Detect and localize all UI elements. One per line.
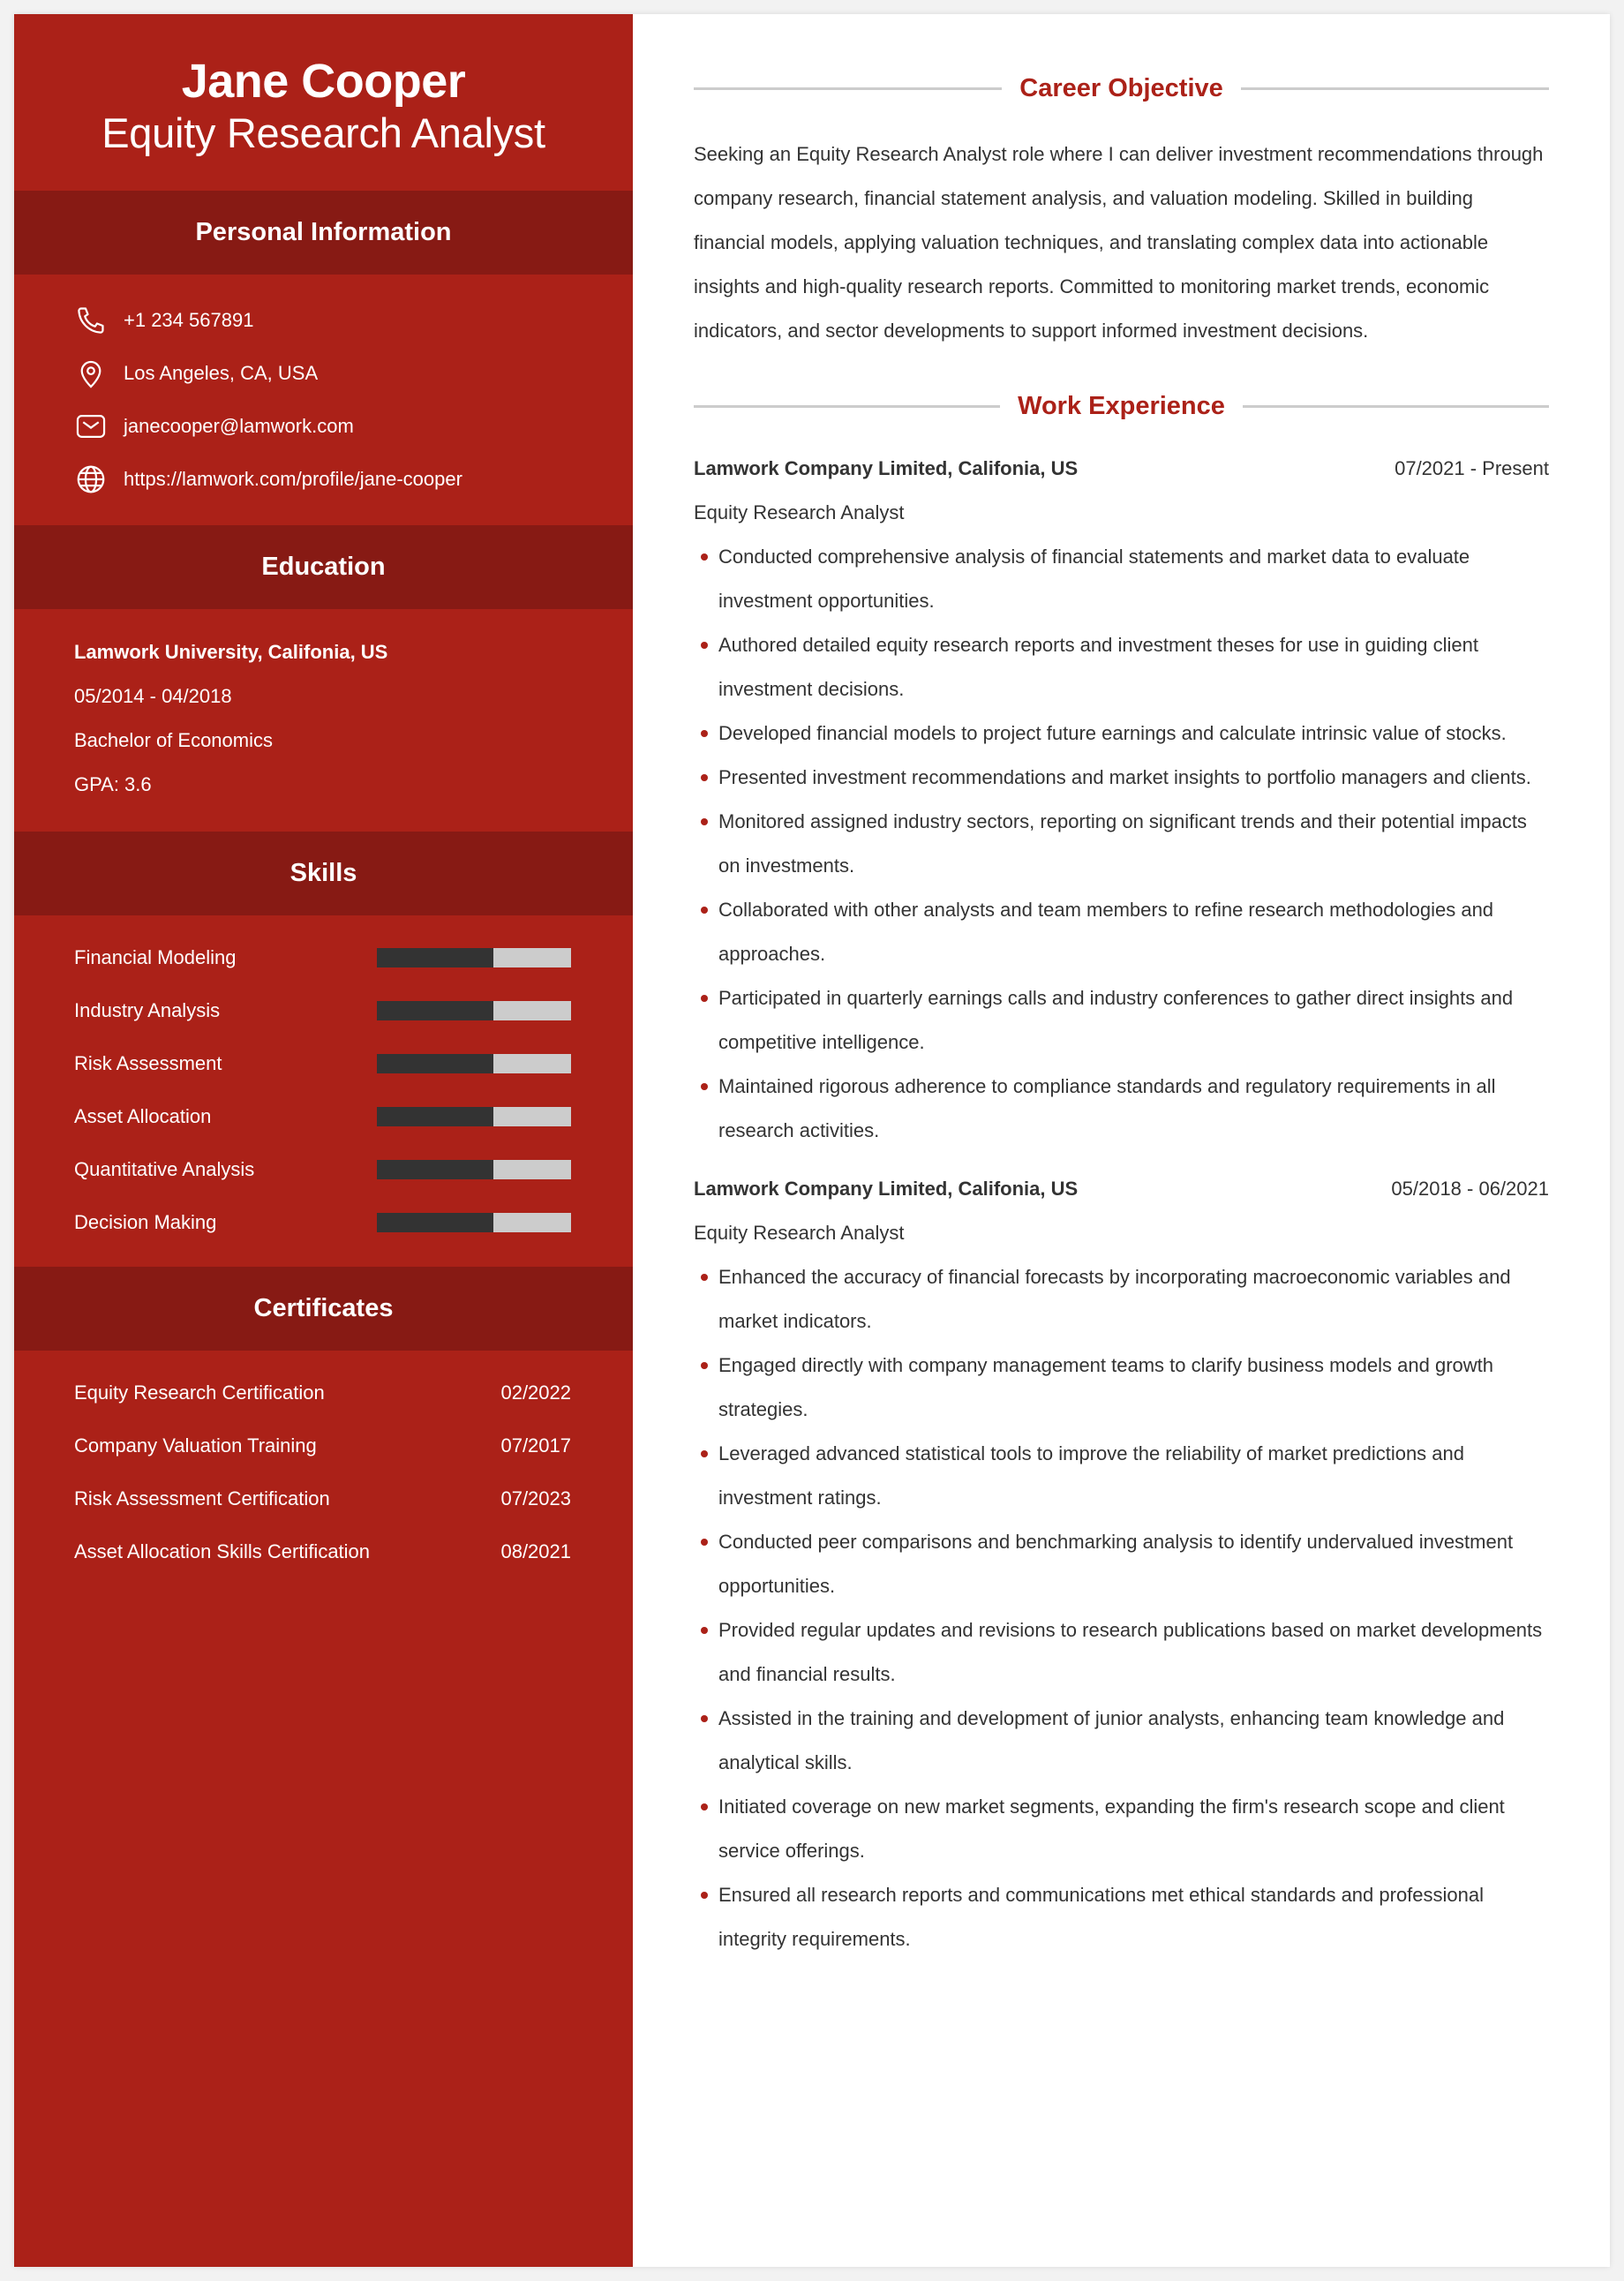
skill-row [74,1143,571,1196]
certificate-date: 07/2023 [500,1487,571,1509]
bullet-dot-icon [701,1083,708,1090]
website-link[interactable]: https://lamwork.com/profile/jane-cooper [124,468,462,490]
job-bullet-text: Participated in quarterly earnings calls and industry conferences to gather direct insights and competitive intelligence. [718,987,1514,1053]
bullet-dot-icon [701,1362,708,1369]
skill-level-bar [377,1107,571,1126]
career-objective-heading [694,62,1549,115]
skill-row [74,1090,571,1143]
phone-icon [74,304,108,337]
bullet-dot-icon [701,995,708,1002]
education-section [14,609,633,832]
job-bullets [694,1255,1549,1961]
bullet-dot-icon [701,774,708,781]
contact-email [74,400,571,453]
job-entry [694,1167,1549,1961]
bullet-dot-icon [701,642,708,649]
job-bullet-text: Ensured all research reports and communications met ethical standards and professional integrity requirements. [718,1884,1485,1950]
contact-list [14,275,633,525]
job-bullet [694,535,1549,623]
job-company: Lamwork Company Limited, Califonia, US [694,457,1079,479]
job-bullet-text: Presented investment recommendations and market insights to portfolio managers and clients. [718,766,1531,788]
job-bullet [694,976,1549,1065]
certificate-row [74,1419,571,1472]
heading-rule-left [694,87,1002,90]
bullet-dot-icon [701,730,708,737]
job-bullet-text: Enhanced the accuracy of financial forecasts by incorporating macroeconomic variables and market indicators. [718,1266,1511,1332]
certificate-name: Equity Research Certification [74,1381,325,1404]
bullet-dot-icon [701,1539,708,1546]
work-experience-heading [694,380,1549,433]
certificate-row [74,1366,571,1419]
candidate-name: Jane Cooper [181,55,466,108]
heading-rule-left [694,405,1000,408]
job-bullet-text: Assisted in the training and development of junior analysts, enhancing team knowledge and analytical skills. [718,1707,1505,1773]
education-dates: 05/2014 - 04/2018 [74,685,232,707]
bullet-dot-icon [701,1627,708,1634]
education-gpa: GPA: 3.6 [74,773,152,795]
jobs-list [694,447,1549,1961]
job-bullet [694,1432,1549,1520]
certificate-name: Asset Allocation Skills Certification [74,1540,371,1562]
location-text: Los Angeles, CA, USA [124,362,319,384]
skill-name: Industry Analysis [74,999,221,1021]
certificate-date: 08/2021 [500,1540,571,1562]
work-experience-title: Work Experience [1018,391,1225,420]
sidebar [14,14,633,2267]
personal-info-heading: Personal Information [14,191,633,275]
location-pin-icon [74,357,108,390]
bullet-dot-icon [701,1892,708,1899]
job-bullet [694,623,1549,711]
skill-level-fill [377,1054,493,1073]
certificates-list [14,1351,633,1578]
skill-row [74,1037,571,1090]
certificate-name: Company Valuation Training [74,1434,317,1457]
bullet-dot-icon [701,553,708,561]
job-bullet-text: Authored detailed equity research reports and investment theses for use in guiding client investment decisions. [718,634,1478,700]
job-dates: 05/2018 - 06/2021 [1391,1178,1549,1200]
bullet-dot-icon [701,1715,708,1722]
contact-website [74,453,571,506]
job-bullet [694,1785,1549,1873]
skills-list [14,915,633,1267]
job-bullet-text: Developed financial models to project future earnings and calculate intrinsic value of stocks. [718,722,1507,744]
job-bullet [694,1344,1549,1432]
resume-page [14,14,1610,2267]
candidate-title: Equity Research Analyst [102,109,545,156]
skill-name: Quantitative Analysis [74,1158,255,1180]
job-bullet [694,800,1549,888]
career-objective-text: Seeking an Equity Research Analyst role where I can deliver investment recommendations through company research, financial statement analysis, and valuation modeling. Skilled in building financial models, applying valuation techniques, and translating complex data into actionable insights and high-quality research reports. Committed to monitoring market trends, economic indicators, and sector developments to support informed investment decisions. [694,143,1544,342]
job-entry [694,447,1549,1153]
heading-rule-right [1241,87,1549,90]
job-bullet [694,1255,1549,1344]
job-bullet [694,1873,1549,1961]
bullet-dot-icon [701,1450,708,1457]
job-bullet [694,1065,1549,1153]
certificate-date: 07/2017 [500,1434,571,1457]
skill-name: Risk Assessment [74,1052,222,1074]
skill-level-bar [377,1160,571,1179]
skill-name: Financial Modeling [74,946,237,968]
skill-level-bar [377,1213,571,1232]
job-bullet-text: Initiated coverage on new market segments, expanding the firm's research scope and client service offerings. [718,1795,1505,1862]
skill-level-fill [377,1107,493,1126]
bullet-dot-icon [701,1803,708,1810]
phone-text: +1 234 567891 [124,309,254,331]
main-content [633,14,1610,2267]
job-bullet-text: Monitored assigned industry sectors, reporting on significant trends and their potential impacts on investments. [718,810,1527,877]
skill-row [74,931,571,984]
skill-level-fill [377,1160,493,1179]
certificate-name: Risk Assessment Certification [74,1487,330,1509]
job-bullet-text: Conducted peer comparisons and benchmarking analysis to identify undervalued investment opportunities. [718,1531,1514,1597]
email-icon [74,410,108,443]
skill-name: Asset Allocation [74,1105,212,1127]
job-bullet-text: Conducted comprehensive analysis of financial statements and market data to evaluate investment opportunities. [718,546,1470,612]
bullet-dot-icon [701,1274,708,1281]
skill-level-fill [377,948,493,967]
job-bullet-text: Leveraged advanced statistical tools to improve the reliability of market predictions and investment ratings. [718,1442,1465,1509]
education-school: Lamwork University, Califonia, US [74,641,388,663]
skill-level-fill [377,1213,493,1232]
certificates-heading: Certificates [14,1267,633,1351]
job-bullet [694,1520,1549,1608]
skills-heading: Skills [14,832,633,915]
skill-name: Decision Making [74,1211,217,1233]
job-role: Equity Research Analyst [694,1222,905,1244]
education-degree: Bachelor of Economics [74,729,273,751]
education-heading: Education [14,525,633,609]
certificate-row [74,1472,571,1525]
job-company: Lamwork Company Limited, Califonia, US [694,1178,1079,1200]
job-bullet-text: Engaged directly with company management teams to clarify business models and growth strategies. [718,1354,1494,1420]
heading-rule-right [1243,405,1549,408]
job-bullet [694,711,1549,756]
job-bullet [694,1697,1549,1785]
job-bullet-text: Maintained rigorous adherence to compliance standards and regulatory requirements in all research activities. [718,1075,1496,1141]
skill-level-bar [377,948,571,967]
skill-row [74,1196,571,1249]
contact-phone [74,294,571,347]
contact-location [74,347,571,400]
job-header [694,1167,1549,1211]
certificate-date: 02/2022 [500,1381,571,1404]
job-dates: 07/2021 - Present [1395,457,1549,479]
globe-icon [74,463,108,496]
certificate-row [74,1525,571,1578]
job-role: Equity Research Analyst [694,501,905,523]
job-bullet-text: Provided regular updates and revisions to research publications based on market developments and financial results. [718,1619,1543,1685]
job-bullet [694,1608,1549,1697]
skill-level-bar [377,1001,571,1020]
bullet-dot-icon [701,818,708,825]
skill-level-bar [377,1054,571,1073]
bullet-dot-icon [701,907,708,914]
career-objective-title: Career Objective [1019,73,1223,102]
job-bullets [694,535,1549,1153]
job-bullet [694,888,1549,976]
skill-row [74,984,571,1037]
job-bullet [694,756,1549,800]
skill-level-fill [377,1001,493,1020]
resume-header [14,14,633,191]
email-link[interactable]: janecooper@lamwork.com [124,415,354,437]
job-bullet-text: Collaborated with other analysts and team members to refine research methodologies and approaches. [718,899,1494,965]
job-header [694,447,1549,491]
